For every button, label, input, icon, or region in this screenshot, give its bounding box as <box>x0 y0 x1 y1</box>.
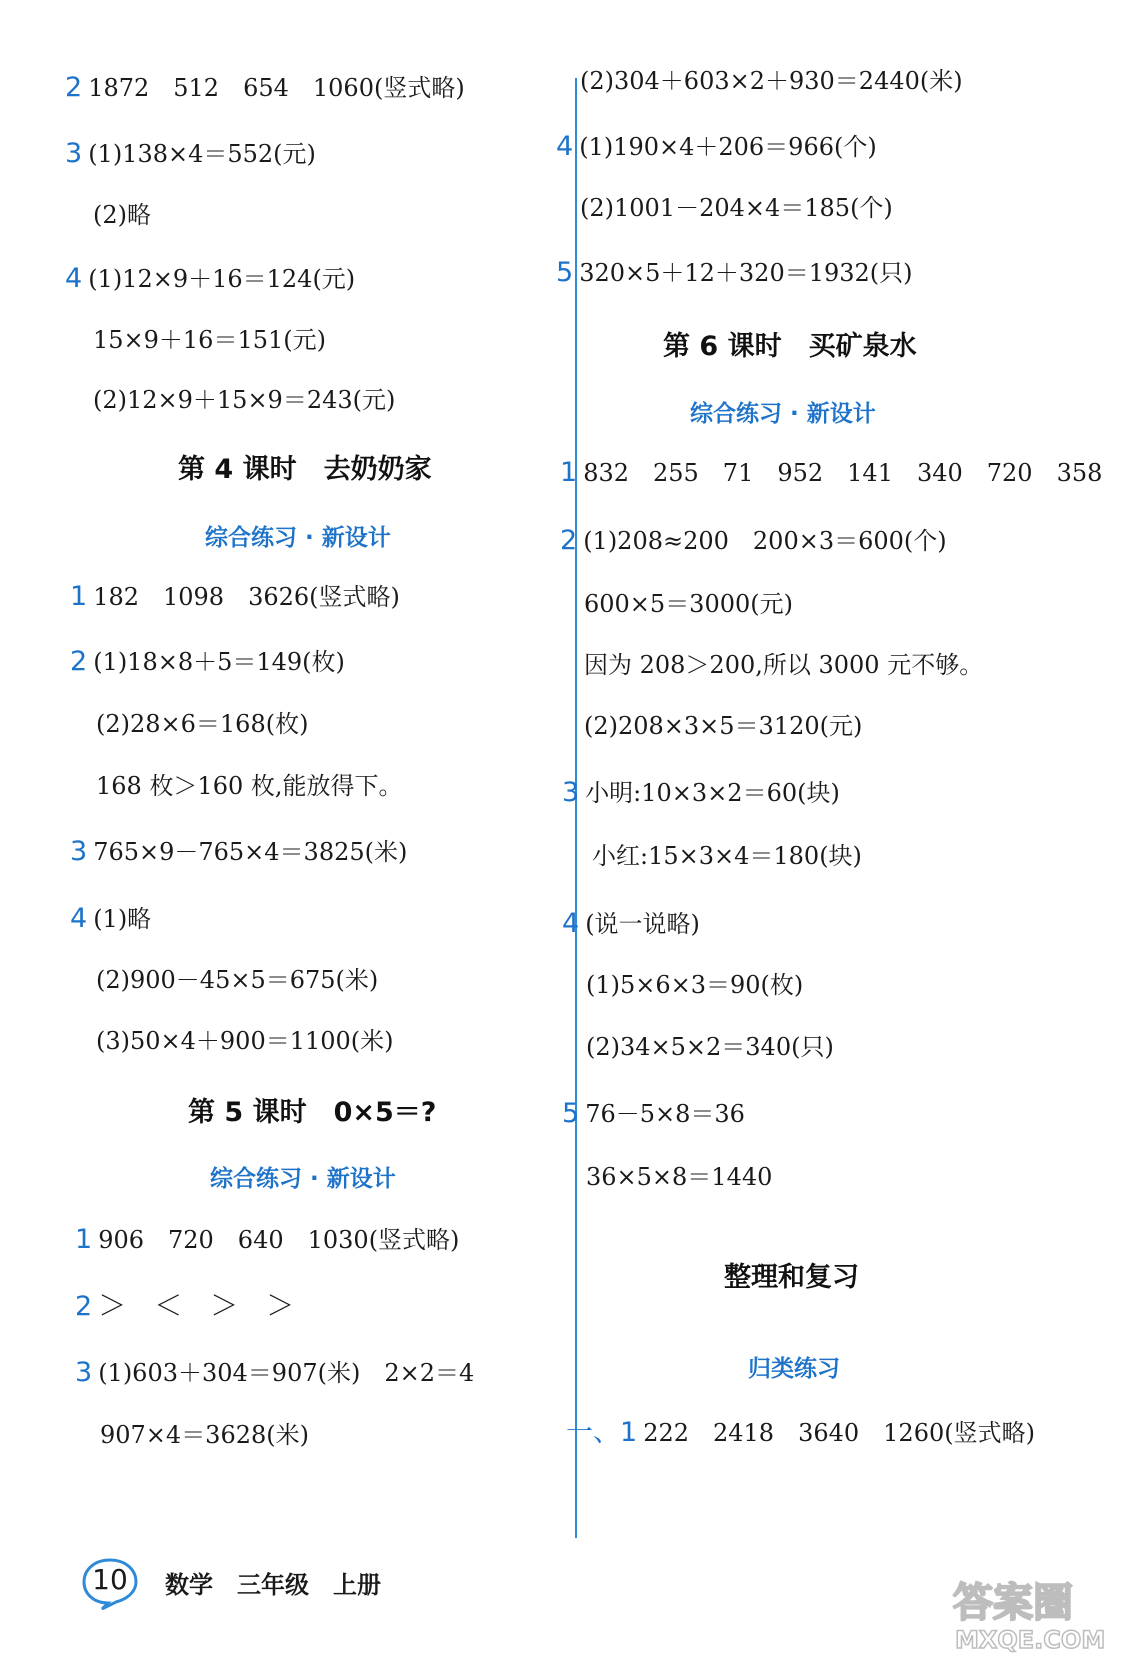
answer-line: 5 320×5＋12＋320＝1932(只) <box>556 257 913 288</box>
lesson-title: 第 5 课时 0×5＝? <box>188 1097 437 1128</box>
watermark-url: MXQE.COM <box>955 1626 1106 1654</box>
section-subtitle: 综合练习 · 新设计 <box>210 1166 396 1192</box>
answer-line: 1 906 720 640 1030(竖式略) <box>75 1224 460 1255</box>
answer-line: (2)28×6＝168(枚) <box>96 710 309 738</box>
answer-line: 907×4＝3628(米) <box>100 1421 309 1449</box>
answer-line: 2 (1)18×8＋5＝149(枚) <box>70 646 345 677</box>
answer-line: 3 (1)603＋304＝907(米) 2×2＝4 <box>75 1357 475 1388</box>
lesson-title: 第 6 课时 买矿泉水 <box>663 331 917 362</box>
answer-line: 4 (1)略 <box>70 903 152 934</box>
answer-line: 15×9＋16＝151(元) <box>93 326 326 354</box>
answer-line: (2)208×3×5＝3120(元) <box>584 712 863 740</box>
answer-line: 2 1872 512 654 1060(竖式略) <box>65 72 465 103</box>
answer-line: 1 182 1098 3626(竖式略) <box>70 581 400 612</box>
answer-line: 一、1 222 2418 3640 1260(竖式略) <box>566 1417 1035 1448</box>
page-number: 10 <box>92 1563 128 1596</box>
answer-line: 2 (1)208≈200 200×3＝600(个) <box>560 525 947 556</box>
answer-line: 36×5×8＝1440 <box>586 1163 773 1191</box>
lesson-title: 第 4 课时 去奶奶家 <box>178 454 432 485</box>
watermark-logo-icon <box>945 1570 1115 1655</box>
answer-line: 4 (1)190×4＋206＝966(个) <box>556 131 877 162</box>
answer-line: 600×5＝3000(元) <box>584 590 793 618</box>
answer-line: 5 76－5×8＝36 <box>562 1098 745 1129</box>
column-divider <box>575 78 577 1538</box>
section-subtitle: 综合练习 · 新设计 <box>690 401 876 427</box>
answer-line: 3 小明:10×3×2＝60(块) <box>562 777 840 808</box>
answer-line: 4 (说一说略) <box>562 908 700 939</box>
answer-line: 3 (1)138×4＝552(元) <box>65 138 316 169</box>
footer-book-title: 数学 三年级 上册 <box>165 1571 381 1599</box>
answer-line: (2)略 <box>93 201 151 229</box>
section-subtitle: 归类练习 <box>748 1356 840 1382</box>
answer-line: 1 832 255 71 952 141 340 720 358 <box>560 457 1103 488</box>
answer-line: 4 (1)12×9＋16＝124(元) <box>65 263 356 294</box>
answer-line: 3 765×9－765×4＝3825(米) <box>70 836 408 867</box>
answer-line: (2)12×9＋15×9＝243(元) <box>93 386 396 414</box>
answer-line: 168 枚＞160 枚,能放得下。 <box>96 772 403 800</box>
answer-line: (2)34×5×2＝340(只) <box>586 1033 834 1061</box>
section-title: 整理和复习 <box>724 1262 859 1293</box>
watermark-text: 答案圈 <box>953 1580 1073 1626</box>
answer-line: (2)304＋603×2＋930＝2440(米) <box>580 67 963 95</box>
answer-line: 2 ＞ ＜ ＞ ＞ <box>75 1289 295 1322</box>
answer-line: (2)1001－204×4＝185(个) <box>580 194 893 222</box>
answer-line: (1)5×6×3＝90(枚) <box>586 971 804 999</box>
answer-line: (2)900－45×5＝675(米) <box>96 966 379 994</box>
answer-line: (3)50×4＋900＝1100(米) <box>96 1027 394 1055</box>
answer-line: 小红:15×3×4＝180(块) <box>592 842 862 870</box>
section-subtitle: 综合练习 · 新设计 <box>205 525 391 551</box>
answer-line: 因为 208＞200,所以 3000 元不够。 <box>584 651 984 679</box>
